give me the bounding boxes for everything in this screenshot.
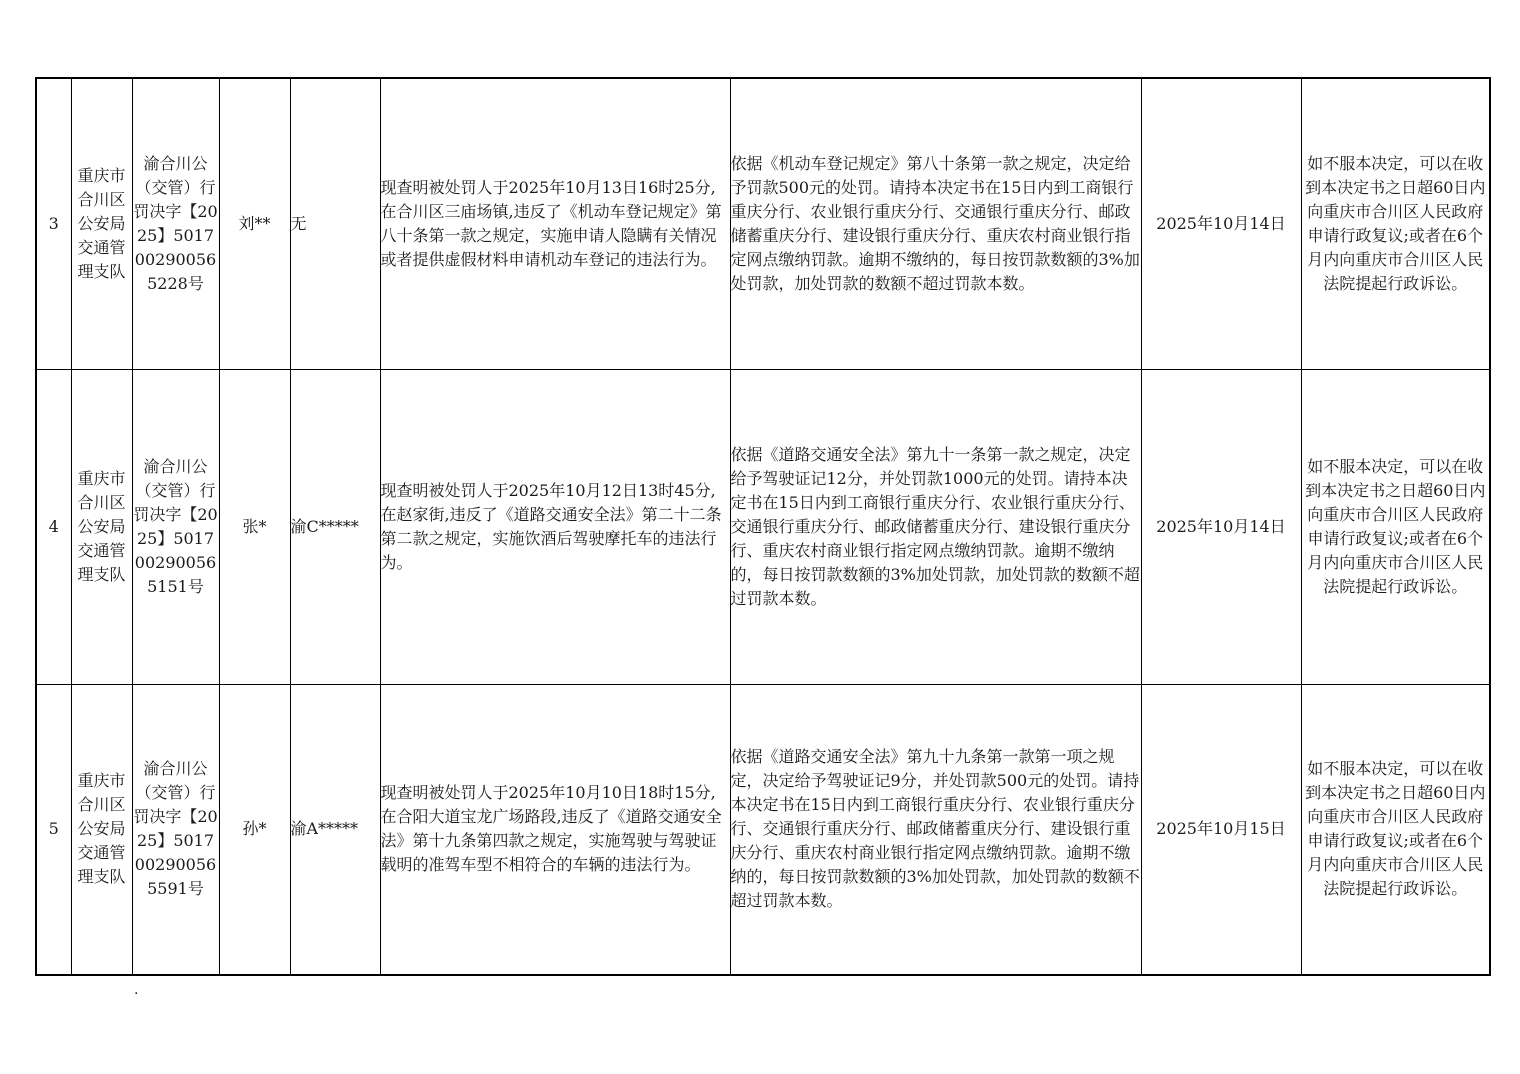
table-row (36, 78, 1490, 369)
decision-date: 2025年10月14日 (1141, 78, 1301, 369)
decision-document-number: 渝合川公（交管）行罚决字【2025】5017002900565151号 (132, 369, 219, 684)
plate-number: 渝C***** (290, 369, 380, 684)
table-row (36, 369, 1490, 684)
penalty-basis: 依据《道路交通安全法》第九十九条第一款第一项之规定，决定给予驾驶证记9分，并处罚款500元的处罚。请持本决定书在15日内到工商银行重庆分行、农业银行重庆分行、交通银行重庆分行、邮政储蓄重庆分行、建设银行重庆分行、重庆农村商业银行指定网点缴纳罚款。逾期不缴纳的，每日按罚款数额的3%加处罚款，加处罚款的数额不超过罚款本数。 (730, 684, 1141, 975)
penalty-basis: 依据《机动车登记规定》第八十条第一款之规定，决定给予罚款500元的处罚。请持本决定书在15日内到工商银行重庆分行、农业银行重庆分行、交通银行重庆分行、邮政储蓄重庆分行、建设银行重庆分行、重庆农村商业银行指定网点缴纳罚款。逾期不缴纳的，每日按罚款数额的3%加处罚款，加处罚款的数额不超过罚款本数。 (730, 78, 1141, 369)
row-number: 4 (36, 369, 71, 684)
row-number: 3 (36, 78, 71, 369)
issuing-department: 重庆市合川区公安局交通管理支队 (71, 369, 132, 684)
appeal-notice: 如不服本决定，可以在收到本决定书之日超60日内向重庆市合川区人民政府申请行政复议;或者在6个月内向重庆市合川区人民法院提起行政诉讼。 (1301, 78, 1490, 369)
appeal-notice: 如不服本决定，可以在收到本决定书之日超60日内向重庆市合川区人民政府申请行政复议;或者在6个月内向重庆市合川区人民法院提起行政诉讼。 (1301, 369, 1490, 684)
issuing-department: 重庆市合川区公安局交通管理支队 (71, 78, 132, 369)
plate-number: 无 (290, 78, 380, 369)
penalty-basis: 依据《道路交通安全法》第九十一条第一款之规定，决定给予驾驶证记12分，并处罚款1000元的处罚。请持本决定书在15日内到工商银行重庆分行、农业银行重庆分行、交通银行重庆分行、邮政储蓄重庆分行、建设银行重庆分行、重庆农村商业银行指定网点缴纳罚款。逾期不缴纳的，每日按罚款数额的3%加处罚款，加处罚款的数额不超过罚款本数。 (730, 369, 1141, 684)
footer-mark: . (134, 982, 139, 998)
decision-date: 2025年10月14日 (1141, 369, 1301, 684)
violation-facts: 现查明被处罚人于2025年10月12日13时45分,在赵家街,违反了《道路交通安全法》第二十二条第二款之规定，实施饮酒后驾驶摩托车的违法行为。 (380, 369, 730, 684)
decision-document-number: 渝合川公（交管）行罚决字【2025】5017002900565228号 (132, 78, 219, 369)
table-row (36, 684, 1490, 975)
plate-number: 渝A***** (290, 684, 380, 975)
appeal-notice: 如不服本决定，可以在收到本决定书之日超60日内向重庆市合川区人民政府申请行政复议;或者在6个月内向重庆市合川区人民法院提起行政诉讼。 (1301, 684, 1490, 975)
row-number: 5 (36, 684, 71, 975)
offender-name: 刘** (219, 78, 290, 369)
offender-name: 张* (219, 369, 290, 684)
issuing-department: 重庆市合川区公安局交通管理支队 (71, 684, 132, 975)
penalty-decisions-table (35, 77, 1491, 976)
offender-name: 孙* (219, 684, 290, 975)
violation-facts: 现查明被处罚人于2025年10月10日18时15分,在合阳大道宝龙广场路段,违反了《道路交通安全法》第十九条第四款之规定，实施驾驶与驾驶证载明的准驾车型不相符合的车辆的违法行为。 (380, 684, 730, 975)
violation-facts: 现查明被处罚人于2025年10月13日16时25分,在合川区三庙场镇,违反了《机动车登记规定》第八十条第一款之规定，实施申请人隐瞒有关情况或者提供虚假材料申请机动车登记的违法行为。 (380, 78, 730, 369)
decision-document-number: 渝合川公（交管）行罚决字【2025】5017002900565591号 (132, 684, 219, 975)
decision-date: 2025年10月15日 (1141, 684, 1301, 975)
